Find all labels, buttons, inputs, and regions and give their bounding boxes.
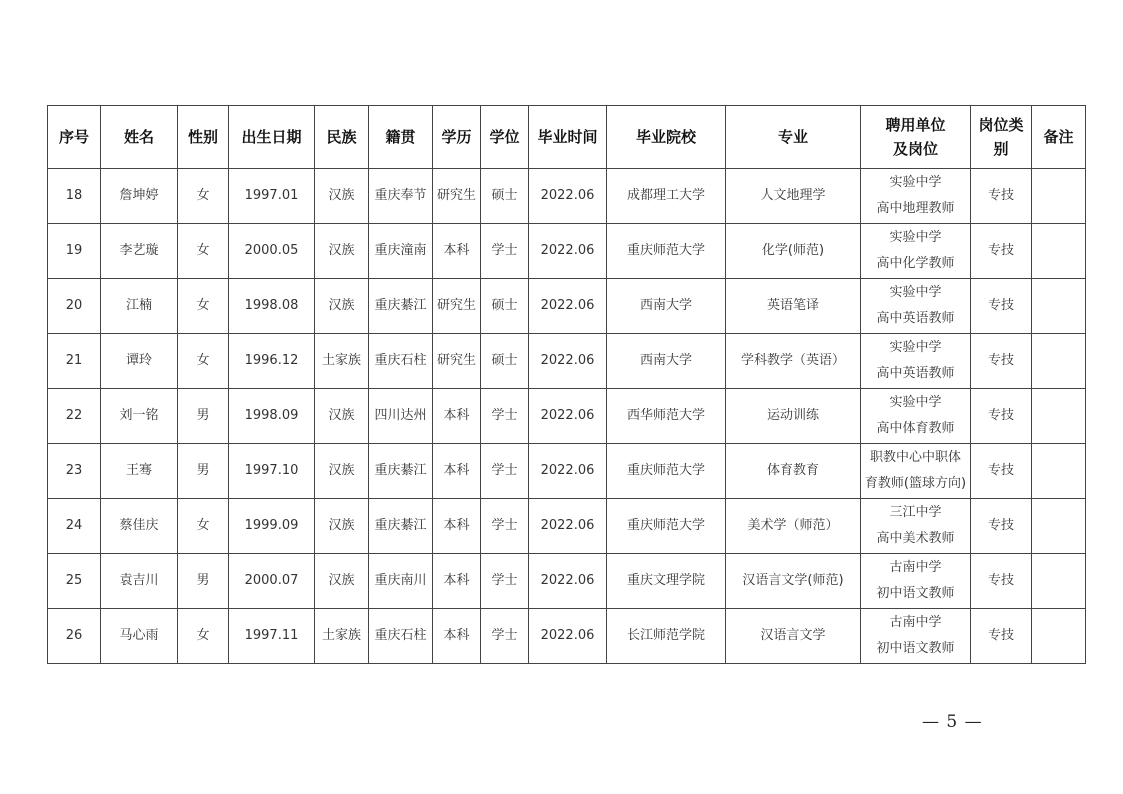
- header-post-category: [971, 106, 1032, 169]
- cell-degree: 硕士: [481, 169, 529, 224]
- cell-hiring-unit: 三江中学: [889, 505, 942, 520]
- cell-major: 汉语言文学(师范): [726, 554, 861, 609]
- cell-birth-date: 1999.09: [229, 499, 315, 554]
- cell-school: 成都理工大学: [607, 169, 726, 224]
- cell-major: 体育教育: [726, 444, 861, 499]
- header-major: 专业: [726, 106, 861, 169]
- cell-degree: 学士: [481, 224, 529, 279]
- cell-hiring-unit-post: [861, 554, 971, 609]
- cell-ethnicity: 汉族: [315, 169, 369, 224]
- cell-education: 本科: [433, 389, 481, 444]
- cell-native-place: 重庆石柱: [369, 609, 433, 664]
- cell-degree: 学士: [481, 499, 529, 554]
- cell-hiring-unit: 实验中学: [889, 340, 942, 355]
- cell-post-category: 专技: [971, 609, 1032, 664]
- cell-graduation-time: 2022.06: [529, 499, 607, 554]
- cell-native-place: 重庆綦江: [369, 499, 433, 554]
- cell-hiring-unit: 实验中学: [889, 230, 942, 245]
- cell-school: 重庆师范大学: [607, 444, 726, 499]
- cell-hiring-unit: 实验中学: [889, 285, 942, 300]
- cell-post-category: 专技: [971, 334, 1032, 389]
- cell-name: 蔡佳庆: [101, 499, 178, 554]
- cell-hiring-unit-post: [861, 444, 971, 499]
- cell-school: 西华师范大学: [607, 389, 726, 444]
- cell-ethnicity: 土家族: [315, 609, 369, 664]
- cell-name: 詹坤婷: [101, 169, 178, 224]
- cell-major: 化学(师范): [726, 224, 861, 279]
- cell-birth-date: 2000.05: [229, 224, 315, 279]
- cell-degree: 硕士: [481, 279, 529, 334]
- cell-remarks: [1032, 389, 1086, 444]
- cell-ethnicity: 汉族: [315, 389, 369, 444]
- header-hiring-unit-post: [861, 106, 971, 169]
- table-row: [48, 609, 1086, 664]
- cell-gender: 女: [178, 279, 229, 334]
- cell-education: 本科: [433, 499, 481, 554]
- cell-hiring-unit: 实验中学: [889, 395, 942, 410]
- cell-gender: 女: [178, 499, 229, 554]
- cell-degree: 学士: [481, 609, 529, 664]
- header-post-category-line2: 别: [993, 140, 1009, 158]
- cell-hiring-unit-post: [861, 499, 971, 554]
- table-row: [48, 169, 1086, 224]
- cell-ethnicity: 汉族: [315, 499, 369, 554]
- cell-school: 长江师范学院: [607, 609, 726, 664]
- cell-post-category: 专技: [971, 169, 1032, 224]
- cell-ethnicity: 汉族: [315, 444, 369, 499]
- header-seq: 序号: [48, 106, 101, 169]
- cell-remarks: [1032, 224, 1086, 279]
- cell-remarks: [1032, 609, 1086, 664]
- cell-remarks: [1032, 169, 1086, 224]
- cell-major: 汉语言文学: [726, 609, 861, 664]
- cell-birth-date: 1997.01: [229, 169, 315, 224]
- header-row: [48, 106, 1086, 169]
- cell-post: 高中地理教师: [876, 201, 955, 216]
- cell-birth-date: 1998.09: [229, 389, 315, 444]
- cell-major: 美术学（师范）: [726, 499, 861, 554]
- cell-post-category: 专技: [971, 224, 1032, 279]
- header-education: 学历: [433, 106, 481, 169]
- header-birth-date: 出生日期: [229, 106, 315, 169]
- cell-name: 谭玲: [101, 334, 178, 389]
- table-header: [48, 106, 1086, 169]
- cell-hiring-unit: 古南中学: [889, 560, 942, 575]
- cell-birth-date: 1997.10: [229, 444, 315, 499]
- cell-name: 袁吉川: [101, 554, 178, 609]
- header-native-place: 籍贯: [369, 106, 433, 169]
- cell-hiring-unit-post: [861, 609, 971, 664]
- cell-hiring-unit-post: [861, 389, 971, 444]
- cell-birth-date: 1997.11: [229, 609, 315, 664]
- cell-native-place: 重庆奉节: [369, 169, 433, 224]
- header-graduation-time: 毕业时间: [529, 106, 607, 169]
- cell-hiring-unit-post: [861, 279, 971, 334]
- cell-remarks: [1032, 499, 1086, 554]
- cell-gender: 男: [178, 444, 229, 499]
- cell-seq: 20: [48, 279, 101, 334]
- cell-education: 研究生: [433, 279, 481, 334]
- cell-gender: 女: [178, 334, 229, 389]
- table-row: [48, 444, 1086, 499]
- cell-seq: 19: [48, 224, 101, 279]
- cell-ethnicity: 汉族: [315, 554, 369, 609]
- cell-post: 高中美术教师: [876, 531, 955, 546]
- table-body: [48, 169, 1086, 664]
- cell-hiring-unit-post: [861, 224, 971, 279]
- cell-graduation-time: 2022.06: [529, 279, 607, 334]
- page-number: — 5 —: [922, 712, 983, 732]
- cell-degree: 学士: [481, 444, 529, 499]
- cell-birth-date: 1998.08: [229, 279, 315, 334]
- cell-post-category: 专技: [971, 499, 1032, 554]
- cell-education: 本科: [433, 444, 481, 499]
- cell-graduation-time: 2022.06: [529, 444, 607, 499]
- cell-graduation-time: 2022.06: [529, 554, 607, 609]
- cell-name: 李艺璇: [101, 224, 178, 279]
- cell-hiring-unit-post: [861, 334, 971, 389]
- header-gender: 性别: [178, 106, 229, 169]
- cell-name: 马心雨: [101, 609, 178, 664]
- cell-post: 高中体育教师: [876, 421, 955, 436]
- cell-degree: 学士: [481, 389, 529, 444]
- cell-gender: 女: [178, 169, 229, 224]
- cell-hiring-unit-post: [861, 169, 971, 224]
- cell-seq: 24: [48, 499, 101, 554]
- cell-seq: 25: [48, 554, 101, 609]
- cell-major: 运动训练: [726, 389, 861, 444]
- cell-school: 重庆师范大学: [607, 224, 726, 279]
- cell-seq: 26: [48, 609, 101, 664]
- cell-seq: 22: [48, 389, 101, 444]
- cell-post-category: 专技: [971, 554, 1032, 609]
- header-degree: 学位: [481, 106, 529, 169]
- cell-ethnicity: 汉族: [315, 279, 369, 334]
- cell-gender: 女: [178, 224, 229, 279]
- cell-graduation-time: 2022.06: [529, 389, 607, 444]
- cell-seq: 18: [48, 169, 101, 224]
- cell-seq: 21: [48, 334, 101, 389]
- cell-post-category: 专技: [971, 389, 1032, 444]
- cell-school: 西南大学: [607, 334, 726, 389]
- cell-native-place: 重庆石柱: [369, 334, 433, 389]
- cell-ethnicity: 土家族: [315, 334, 369, 389]
- cell-major: 人文地理学: [726, 169, 861, 224]
- cell-post: 育教师(篮球方向): [864, 476, 967, 491]
- header-hiring-unit-line1: 聘用单位: [885, 116, 946, 134]
- cell-education: 本科: [433, 554, 481, 609]
- cell-graduation-time: 2022.06: [529, 224, 607, 279]
- table-row: [48, 389, 1086, 444]
- header-ethnicity: 民族: [315, 106, 369, 169]
- cell-remarks: [1032, 444, 1086, 499]
- table-row: [48, 554, 1086, 609]
- table-row: [48, 334, 1086, 389]
- cell-graduation-time: 2022.06: [529, 334, 607, 389]
- cell-native-place: 重庆綦江: [369, 279, 433, 334]
- cell-name: 刘一铭: [101, 389, 178, 444]
- cell-school: 重庆文理学院: [607, 554, 726, 609]
- cell-degree: 学士: [481, 554, 529, 609]
- cell-major: 学科教学（英语）: [726, 334, 861, 389]
- cell-post: 初中语文教师: [876, 586, 955, 601]
- cell-gender: 男: [178, 389, 229, 444]
- cell-name: 王骞: [101, 444, 178, 499]
- cell-gender: 男: [178, 554, 229, 609]
- cell-ethnicity: 汉族: [315, 224, 369, 279]
- cell-birth-date: 2000.07: [229, 554, 315, 609]
- cell-graduation-time: 2022.06: [529, 609, 607, 664]
- cell-native-place: 重庆綦江: [369, 444, 433, 499]
- cell-post: 高中英语教师: [876, 311, 955, 326]
- cell-degree: 硕士: [481, 334, 529, 389]
- cell-major: 英语笔译: [726, 279, 861, 334]
- header-remarks: 备注: [1032, 106, 1086, 169]
- cell-education: 研究生: [433, 334, 481, 389]
- header-post-category-line1: 岗位类: [978, 116, 1024, 134]
- cell-post-category: 专技: [971, 279, 1032, 334]
- cell-post: 高中英语教师: [876, 366, 955, 381]
- header-name: 姓名: [101, 106, 178, 169]
- cell-remarks: [1032, 279, 1086, 334]
- cell-native-place: 重庆潼南: [369, 224, 433, 279]
- cell-post: 高中化学教师: [876, 256, 955, 271]
- cell-native-place: 重庆南川: [369, 554, 433, 609]
- cell-hiring-unit: 职教中心中职体: [869, 450, 961, 465]
- cell-education: 本科: [433, 224, 481, 279]
- cell-graduation-time: 2022.06: [529, 169, 607, 224]
- table-row: [48, 279, 1086, 334]
- cell-hiring-unit: 实验中学: [889, 175, 942, 190]
- cell-hiring-unit: 古南中学: [889, 615, 942, 630]
- table-row: [48, 499, 1086, 554]
- header-hiring-unit-line2: 及岗位: [892, 140, 938, 158]
- cell-name: 江楠: [101, 279, 178, 334]
- cell-school: 重庆师范大学: [607, 499, 726, 554]
- cell-birth-date: 1996.12: [229, 334, 315, 389]
- cell-post: 初中语文教师: [876, 641, 955, 656]
- employment-roster-table: [47, 105, 1086, 664]
- cell-school: 西南大学: [607, 279, 726, 334]
- cell-native-place: 四川达州: [369, 389, 433, 444]
- cell-post-category: 专技: [971, 444, 1032, 499]
- cell-remarks: [1032, 554, 1086, 609]
- header-school: 毕业院校: [607, 106, 726, 169]
- cell-education: 研究生: [433, 169, 481, 224]
- table-row: [48, 224, 1086, 279]
- cell-remarks: [1032, 334, 1086, 389]
- cell-seq: 23: [48, 444, 101, 499]
- cell-gender: 女: [178, 609, 229, 664]
- cell-education: 本科: [433, 609, 481, 664]
